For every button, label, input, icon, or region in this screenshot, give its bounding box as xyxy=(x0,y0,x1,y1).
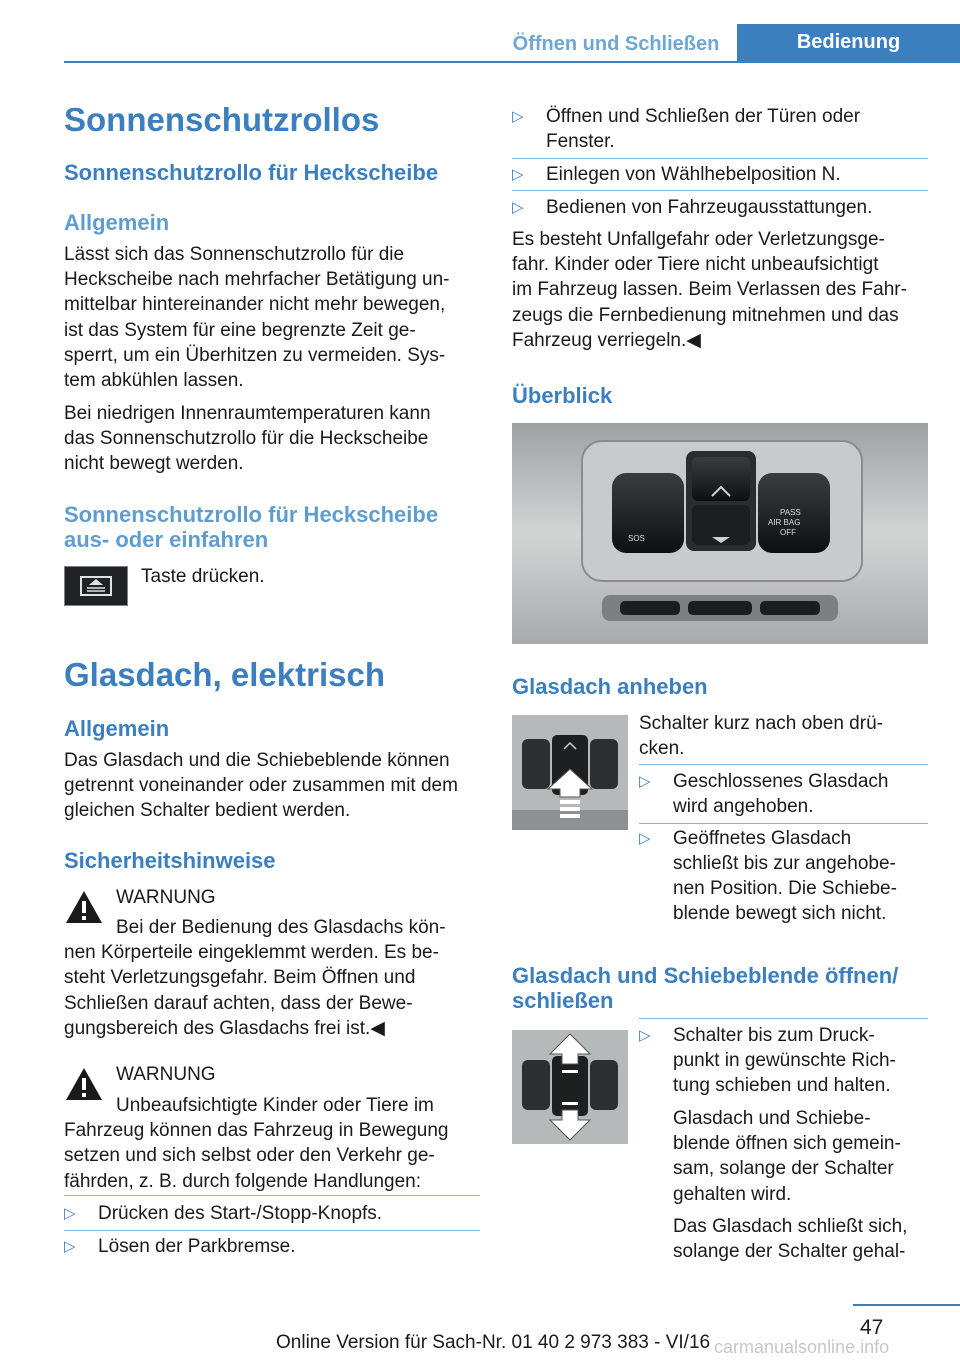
bullet-triangle-icon: ▷ xyxy=(512,199,524,216)
rollo-button-image xyxy=(64,566,128,606)
header-tab-bedienung[interactable]: Bedienung xyxy=(737,24,960,61)
page-number: 47 xyxy=(860,1316,884,1339)
footer-rule xyxy=(853,1304,960,1306)
header-rule xyxy=(64,61,960,63)
separator xyxy=(64,1195,480,1196)
svg-text:AIR BAG: AIR BAG xyxy=(768,518,801,527)
heading-allgemein-2: Allgemein xyxy=(64,716,170,741)
list-item: ▷ Einlegen von Wählhebelposition N. xyxy=(512,164,841,185)
heading-glasdach-oeffnen: Glasdach und Schiebeblende öffnen/ schließen xyxy=(512,963,899,1013)
svg-text:OFF: OFF xyxy=(780,528,796,537)
separator xyxy=(639,764,928,765)
bullet-triangle-icon: ▷ xyxy=(64,1238,76,1255)
list-item: ▷ Geschlossenes Glasdach wird angehoben. xyxy=(639,771,889,817)
paragraph-anheben: Schalter kurz nach oben drü‐ cken. xyxy=(639,713,883,760)
paragraph-allgemein-1: Lässt sich das Sonnenschutzrollo für die Heckscheibe nach mehrfacher Betätigung un‐ mittelbar hintereinander nicht mehr bewegen, ist das System für eine begrenzte Zeit ge‐ sperrt, um ein Überhitzen zu vermeiden. Sys‐ tem abkühlen lassen. xyxy=(64,244,450,392)
bullet-triangle-icon: ▷ xyxy=(639,773,651,790)
title-glasdach: Glasdach, elektrisch xyxy=(64,656,385,693)
bullet-triangle-icon: ▷ xyxy=(64,1205,76,1222)
separator xyxy=(639,823,928,824)
svg-text:SOS: SOS xyxy=(628,534,645,543)
online-version-note: Online Version für Sach-Nr. 01 40 2 973 383 - VI/16 xyxy=(276,1332,711,1353)
heading-glasdach-anheben: Glasdach anheben xyxy=(512,674,708,699)
watermark: carmanualsonline.info xyxy=(714,1337,890,1357)
overview-console-image xyxy=(512,423,928,644)
warning-1-text: Bei der Bedienung des Glasdachs kön‐ nen Körperteile eingeklemmt werden. Es be‐ steht Verletzungsgefahr. Beim Öffnen und Schließen darauf achten, dass der Bewe‐ gungsbereich des Glasdachs frei ist.◀ xyxy=(64,917,446,1039)
subtitle-heckscheibe: Sonnenschutzrollo für Heckscheibe xyxy=(64,160,439,185)
warning-1-label: WARNUNG xyxy=(116,887,216,908)
svg-text:PASS: PASS xyxy=(780,508,801,517)
heading-ausfahren: Sonnenschutzrollo für Heckscheibe aus- oder einfahren xyxy=(64,502,439,552)
bullet-triangle-icon: ▷ xyxy=(639,830,651,847)
separator xyxy=(512,190,928,191)
header-section-title: Öffnen und Schließen xyxy=(512,33,720,55)
switch-slide-image xyxy=(512,1030,628,1144)
list-item: ▷ Drücken des Start-/Stopp-Knopfs. xyxy=(64,1203,383,1224)
paragraph-oeffnen-1: Glasdach und Schiebe‐ blende öffnen sich gemein‐ sam, solange der Schalter gehalten wird. xyxy=(673,1108,901,1205)
paragraph-oeffnen-2: Das Glasdach schließt sich, solange der Schalter gehal‐ xyxy=(673,1216,908,1263)
taste-druecken: Taste drücken. xyxy=(141,566,265,587)
list-item: ▷ Schalter bis zum Druck‐ punkt in gewünschte Rich‐ tung schieben und halten. xyxy=(639,1025,896,1096)
bullet-triangle-icon: ▷ xyxy=(639,1027,651,1044)
heading-sicherheitshinweise: Sicherheitshinweise xyxy=(64,848,276,873)
list-item: ▷ Geöffnetes Glasdach schließt bis zur angehobe‐ nen Position. Die Schiebe‐ blende bewegt sich nicht. xyxy=(639,828,897,924)
list-item: ▷ Lösen der Parkbremse. xyxy=(64,1236,296,1257)
paragraph-allgemein-2: Bei niedrigen Innenraumtemperaturen kann das Sonnenschutzrollo für die Heckscheibe nicht bewegt werden. xyxy=(64,403,431,475)
paragraph-glasdach: Das Glasdach und die Schiebeblende können getrennt voneinander oder zusammen mit dem gleichen Schalter bedient werden. xyxy=(64,750,458,822)
bullet-triangle-icon: ▷ xyxy=(512,166,524,183)
list-item: ▷ Bedienen von Fahrzeugausstattungen. xyxy=(512,197,873,218)
warning-2-label: WARNUNG xyxy=(116,1064,216,1085)
switch-lift-image xyxy=(512,715,628,830)
heading-ueberblick: Überblick xyxy=(512,383,613,408)
heading-allgemein-1: Allgemein xyxy=(64,210,170,235)
bullet-triangle-icon: ▷ xyxy=(512,108,524,125)
paragraph-unfallgefahr: Es besteht Unfallgefahr oder Verletzungsge‐ fahr. Kinder oder Tiere nicht unbeaufsichtigt im Fahrzeug lassen. Beim Verlassen des Fahr‐ zeugs die Fernbedienung mitnehmen und das Fahrzeug verriegeln.◀ xyxy=(512,229,907,351)
warning-2-text: Unbeaufsichtigte Kinder oder Tiere im Fahrzeug können das Fahrzeug in Bewegung setzen und sich selbst oder den Verkehr ge‐ fährden, z. B. durch folgende Handlungen: xyxy=(64,1095,449,1192)
separator xyxy=(512,158,928,159)
title-sonnenschutzrollos: Sonnenschutzrollos xyxy=(64,101,380,138)
separator xyxy=(64,1230,480,1231)
list-item: ▷ Öffnen und Schließen der Türen oder Fenster. xyxy=(512,106,861,152)
separator xyxy=(639,1018,928,1019)
